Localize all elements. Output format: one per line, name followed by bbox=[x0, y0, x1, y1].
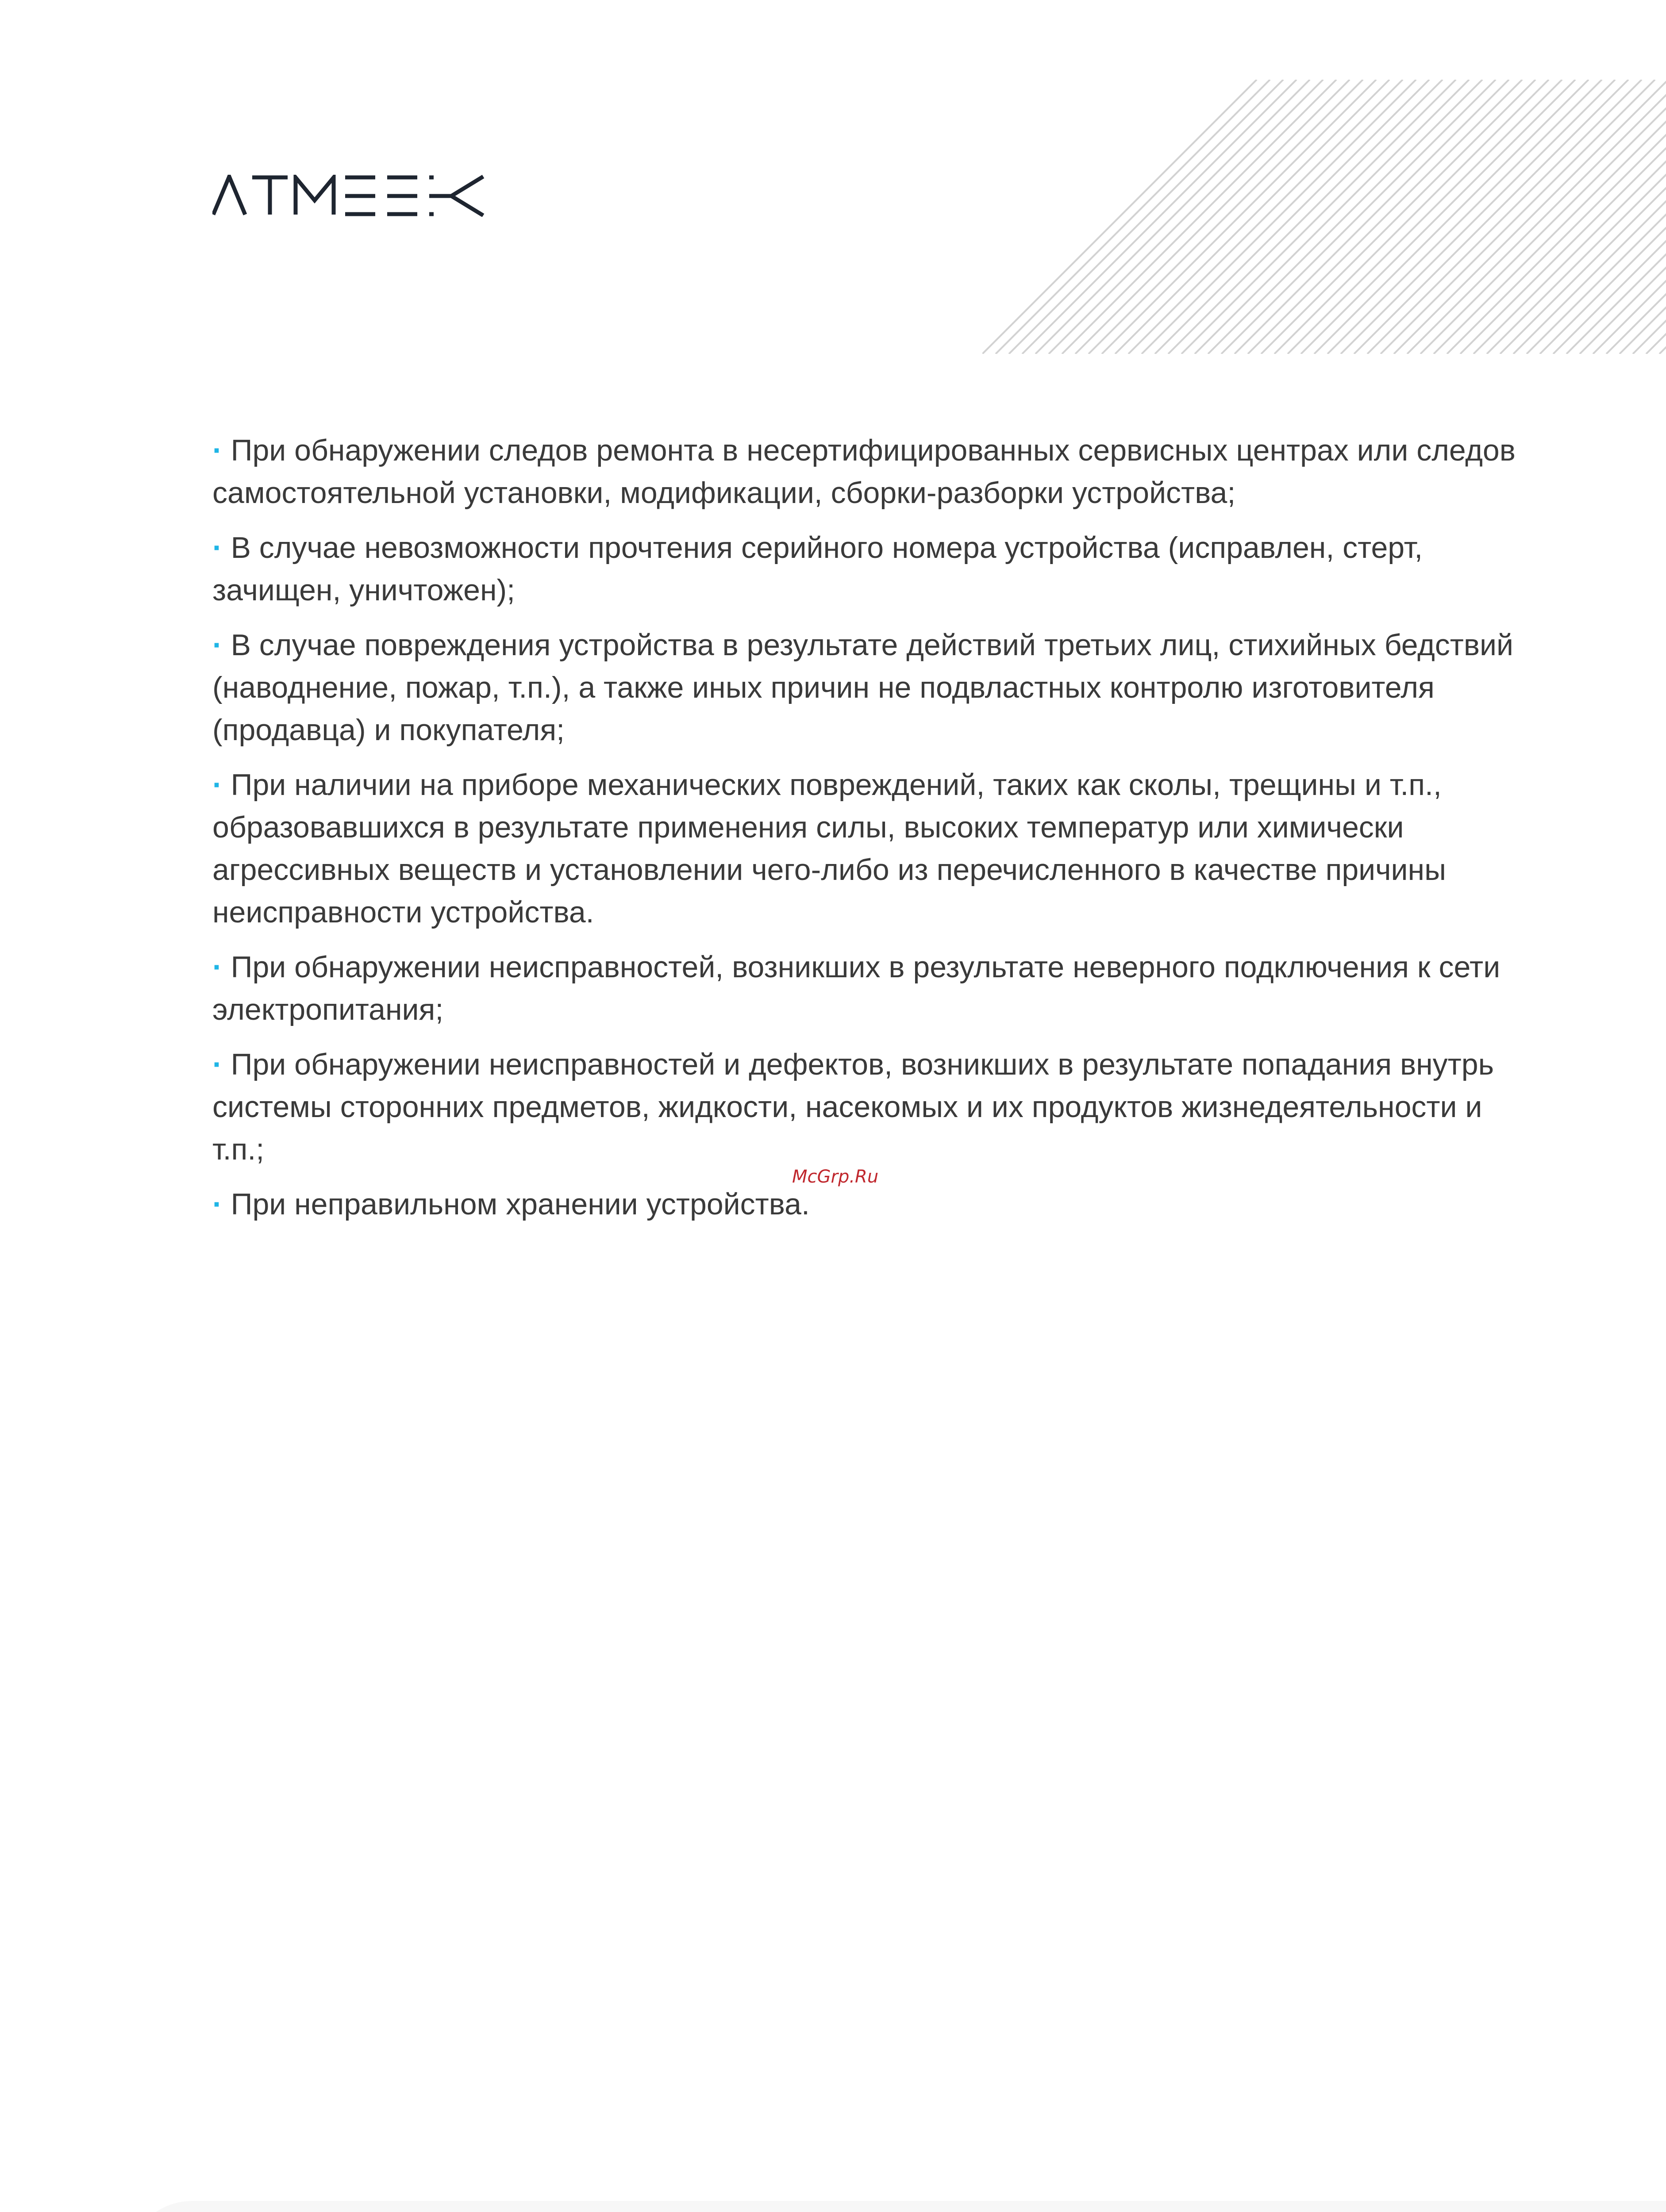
hatch-line bbox=[1381, 80, 1655, 354]
hatch-line bbox=[1035, 80, 1310, 354]
hatch-line bbox=[1181, 80, 1456, 354]
atmeex-logo bbox=[212, 175, 487, 217]
hatch-line bbox=[1288, 80, 1562, 354]
hatch-line bbox=[1102, 80, 1376, 354]
list-item bbox=[212, 1183, 1522, 1225]
hatch-line bbox=[982, 80, 1257, 354]
list-item-text: При неправильном хранении устройства. bbox=[231, 1187, 810, 1221]
hatch-line bbox=[1248, 80, 1522, 354]
hatch-line bbox=[1261, 80, 1535, 354]
list-item bbox=[212, 764, 1522, 933]
warranty-exclusions-list bbox=[212, 429, 1522, 1238]
hatch-line bbox=[1314, 80, 1589, 354]
bullet-icon: · bbox=[212, 950, 223, 984]
bullet-icon: · bbox=[212, 531, 223, 565]
hatch-line bbox=[1208, 80, 1482, 354]
bullet-icon: · bbox=[212, 1187, 223, 1221]
hatch-line bbox=[1062, 80, 1336, 354]
list-item-text: В случае повреждения устройства в результате действий третьих лиц, стихийных бедствий (наводнение, пожар, т.п.), а также иных причин не подвластных контролю изготовителя (продавца) и покупателя; bbox=[212, 628, 1514, 747]
hatch-line bbox=[1327, 80, 1602, 354]
list-item-text: При обнаружении неисправностей, возникших в результате неверного подключения к сети электропитания; bbox=[212, 950, 1501, 1026]
hatch-line bbox=[996, 80, 1270, 354]
hatch-line bbox=[1221, 80, 1496, 354]
hatch-line bbox=[1049, 80, 1323, 354]
list-item bbox=[212, 1043, 1522, 1171]
hatch-line bbox=[1354, 80, 1628, 354]
hatch-line bbox=[1341, 80, 1615, 354]
hatch-line bbox=[1115, 80, 1389, 354]
list-item bbox=[212, 624, 1522, 751]
hatch-line bbox=[1155, 80, 1429, 354]
bullet-icon: · bbox=[212, 768, 223, 802]
hatch-line bbox=[1235, 80, 1509, 354]
list-item bbox=[212, 946, 1522, 1031]
list-item bbox=[212, 429, 1522, 514]
hatch-line bbox=[1168, 80, 1443, 354]
hatch-line bbox=[1367, 80, 1642, 354]
watermark: McGrp.Ru bbox=[792, 1167, 879, 1187]
hatch-line bbox=[1274, 80, 1549, 354]
hatch-line bbox=[1142, 80, 1416, 354]
hatch-line bbox=[1195, 80, 1469, 354]
bullet-icon: · bbox=[212, 628, 223, 662]
footer-panel bbox=[126, 2201, 1666, 2212]
hatch-line bbox=[1128, 80, 1403, 354]
hatch-line bbox=[1075, 80, 1350, 354]
hatch-line bbox=[1022, 80, 1297, 354]
hatch-line bbox=[1301, 80, 1575, 354]
list-item-text: При наличии на приборе механических повреждений, таких как сколы, трещины и т.п., образовавшихся в результате применения силы, высоких температур или химически агрессивных веществ и установлении чего-либо из перечисленного в качестве причины неисправности устройства. bbox=[212, 768, 1446, 929]
hatch-line bbox=[1513, 80, 1666, 354]
hatch-line bbox=[1089, 80, 1363, 354]
bullet-icon: · bbox=[212, 1048, 223, 1081]
hatch-line bbox=[1593, 80, 1666, 354]
list-item-text: При обнаружении неисправностей и дефектов, возникших в результате попадания внутрь системы сторонних предметов, жидкости, насекомых и их продуктов жизнедеятельности и т.п.; bbox=[212, 1048, 1494, 1166]
list-item-text: В случае невозможности прочтения серийного номера устройства (исправлен, стерт, зачищен, уничтожен); bbox=[212, 531, 1423, 607]
list-item bbox=[212, 526, 1522, 611]
decorative-hatch-pattern bbox=[982, 80, 1666, 354]
bullet-icon: · bbox=[212, 434, 223, 467]
list-item-text: При обнаружении следов ремонта в несертифицированных сервисных центрах или следов самостоятельной установки, модификации, сборки-разборки устройства; bbox=[212, 434, 1516, 510]
hatch-line bbox=[1009, 80, 1283, 354]
